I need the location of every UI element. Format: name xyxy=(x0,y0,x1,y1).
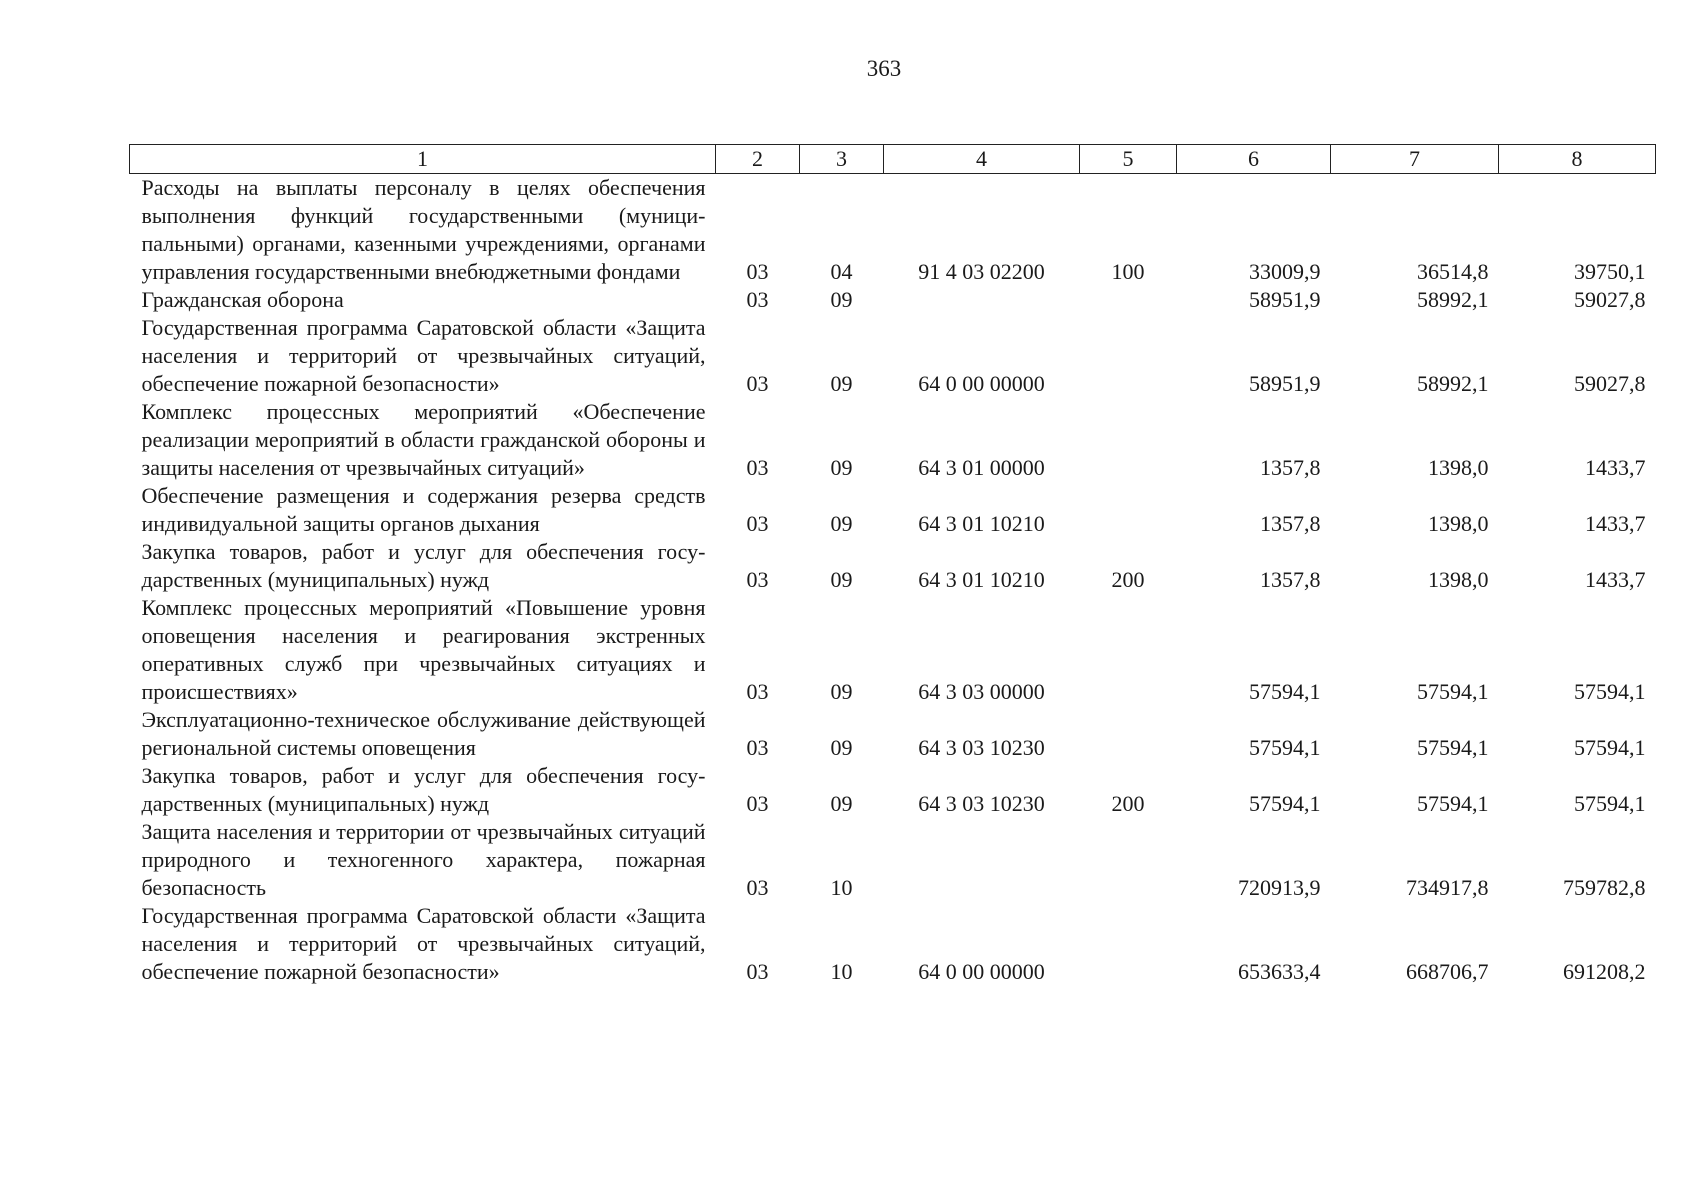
row-subsection: 09 xyxy=(830,287,853,312)
row-section: 03 xyxy=(746,959,769,984)
row-expense-type xyxy=(1080,398,1177,482)
row-expense-type xyxy=(1080,286,1177,314)
row-amount-col8: 1433,7 xyxy=(1585,511,1646,536)
row-amount-col8: 57594,1 xyxy=(1574,679,1646,704)
table-row xyxy=(130,594,1656,706)
row-subsection: 10 xyxy=(830,959,853,984)
row-name: Закупка товаров, работ и услуг для обеспечения государственных (муниципальных) нужд xyxy=(141,539,706,592)
column-header-4: 4 xyxy=(884,145,1080,174)
table-row xyxy=(130,538,1656,594)
row-expense-type xyxy=(1080,902,1177,986)
column-header-7: 7 xyxy=(1331,145,1499,174)
row-amount-col7: 36514,8 xyxy=(1417,259,1489,284)
row-name: Комплекс процессных мероприятий «Обеспечение реализации мероприятий в области гражданской обороны и защиты населения от чрезвычайных ситуаций» xyxy=(141,399,706,480)
row-expense-type: 200 xyxy=(1111,567,1145,592)
table-row xyxy=(130,762,1656,818)
table-header xyxy=(130,145,1656,174)
column-header-1: 1 xyxy=(130,145,716,174)
row-amount-col8: 1433,7 xyxy=(1585,455,1646,480)
row-target-article xyxy=(884,286,1080,314)
row-expense-type xyxy=(1080,818,1177,902)
row-expense-type xyxy=(1080,594,1177,706)
row-amount-col6: 1357,8 xyxy=(1260,511,1321,536)
row-amount-col7: 58992,1 xyxy=(1417,287,1489,312)
column-header-2: 2 xyxy=(716,145,800,174)
row-section: 03 xyxy=(746,511,769,536)
row-amount-col6: 57594,1 xyxy=(1249,679,1321,704)
row-amount-col6: 1357,8 xyxy=(1260,455,1321,480)
row-amount-col7: 1398,0 xyxy=(1428,511,1489,536)
row-amount-col8: 1433,7 xyxy=(1585,567,1646,592)
row-amount-col7: 1398,0 xyxy=(1428,455,1489,480)
row-expense-type: 100 xyxy=(1111,259,1145,284)
row-amount-col7: 58992,1 xyxy=(1417,371,1489,396)
row-subsection: 10 xyxy=(830,875,853,900)
row-target-article: 64 3 03 10230 xyxy=(918,735,1045,760)
row-amount-col7: 668706,7 xyxy=(1406,959,1489,984)
row-expense-type xyxy=(1080,314,1177,398)
row-name: Эксплуатационно-техническое обслуживание действующей региональной системы оповещения xyxy=(141,707,706,760)
row-expense-type xyxy=(1080,482,1177,538)
row-name: Государственная программа Саратовской области «Защита населения и территорий от чрезвычайных ситуаций, обеспечение пожарной безопасности» xyxy=(141,315,706,396)
page-number: 363 xyxy=(866,56,902,81)
row-amount-col8: 57594,1 xyxy=(1574,735,1646,760)
row-section: 03 xyxy=(746,791,769,816)
row-name: Закупка товаров, работ и услуг для обеспечения государственных (муниципальных) нужд xyxy=(141,763,706,816)
row-section: 03 xyxy=(746,259,769,284)
row-amount-col6: 57594,1 xyxy=(1249,791,1321,816)
row-subsection: 09 xyxy=(830,735,853,760)
column-header-6: 6 xyxy=(1177,145,1331,174)
row-name: Защита населения и территории от чрезвычайных ситуаций природного и техногенного характера, пожарная безопасность xyxy=(141,819,706,900)
row-subsection: 09 xyxy=(830,455,853,480)
row-target-article: 91 4 03 02200 xyxy=(918,259,1045,284)
row-amount-col7: 57594,1 xyxy=(1417,735,1489,760)
table-row xyxy=(130,286,1656,314)
row-amount-col8: 691208,2 xyxy=(1563,959,1646,984)
row-expense-type: 200 xyxy=(1111,791,1145,816)
row-target-article: 64 0 00 00000 xyxy=(918,959,1045,984)
table-row xyxy=(130,398,1656,482)
row-section: 03 xyxy=(746,679,769,704)
table-body xyxy=(130,174,1656,987)
column-header-8: 8 xyxy=(1499,145,1656,174)
table-row xyxy=(130,482,1656,538)
row-amount-col7: 57594,1 xyxy=(1417,791,1489,816)
row-target-article: 64 0 00 00000 xyxy=(918,371,1045,396)
row-section: 03 xyxy=(746,287,769,312)
table-row xyxy=(130,902,1656,986)
row-amount-col6: 57594,1 xyxy=(1249,735,1321,760)
row-subsection: 09 xyxy=(830,567,853,592)
header-row xyxy=(130,145,1656,174)
row-name: Расходы на выплаты персоналу в целях обеспечения выполнения функций государственными (муниципальными) органами, казенными учреждениями, органами управления государственными внебюджетными фондами xyxy=(141,175,706,284)
row-section: 03 xyxy=(746,371,769,396)
table-row xyxy=(130,174,1656,287)
row-amount-col7: 1398,0 xyxy=(1428,567,1489,592)
row-amount-col7: 57594,1 xyxy=(1417,679,1489,704)
row-amount-col6: 33009,9 xyxy=(1249,259,1321,284)
row-amount-col8: 57594,1 xyxy=(1574,791,1646,816)
row-target-article: 64 3 03 00000 xyxy=(918,679,1045,704)
row-amount-col7: 734917,8 xyxy=(1406,875,1489,900)
row-section: 03 xyxy=(746,567,769,592)
row-amount-col6: 1357,8 xyxy=(1260,567,1321,592)
row-amount-col6: 653633,4 xyxy=(1238,959,1321,984)
column-header-3: 3 xyxy=(800,145,884,174)
row-target-article: 64 3 01 00000 xyxy=(918,455,1045,480)
row-name: Комплекс процессных мероприятий «Повышение уровня оповещения населения и реагирования экстренных оперативных служб при чрезвычайных ситуациях и происшествиях» xyxy=(141,595,706,704)
row-amount-col6: 720913,9 xyxy=(1238,875,1321,900)
table-row xyxy=(130,706,1656,762)
row-target-article xyxy=(884,818,1080,902)
row-expense-type xyxy=(1080,706,1177,762)
row-subsection: 04 xyxy=(830,259,853,284)
table-row xyxy=(130,818,1656,902)
row-subsection: 09 xyxy=(830,511,853,536)
row-amount-col8: 39750,1 xyxy=(1574,259,1646,284)
row-target-article: 64 3 03 10230 xyxy=(918,791,1045,816)
row-section: 03 xyxy=(746,875,769,900)
column-header-5: 5 xyxy=(1080,145,1177,174)
table-row xyxy=(130,314,1656,398)
row-amount-col8: 59027,8 xyxy=(1574,287,1646,312)
budget-table xyxy=(129,144,1656,986)
row-subsection: 09 xyxy=(830,679,853,704)
row-subsection: 09 xyxy=(830,791,853,816)
row-name: Гражданская оборона xyxy=(141,287,344,312)
row-section: 03 xyxy=(746,455,769,480)
row-subsection: 09 xyxy=(830,371,853,396)
row-amount-col6: 58951,9 xyxy=(1249,371,1321,396)
row-target-article: 64 3 01 10210 xyxy=(918,511,1045,536)
row-target-article: 64 3 01 10210 xyxy=(918,567,1045,592)
row-name: Государственная программа Саратовской области «Защита населения и территорий от чрезвычайных ситуаций, обеспечение пожарной безопасности» xyxy=(141,903,706,984)
row-amount-col6: 58951,9 xyxy=(1249,287,1321,312)
row-amount-col8: 759782,8 xyxy=(1563,875,1646,900)
row-amount-col8: 59027,8 xyxy=(1574,371,1646,396)
row-section: 03 xyxy=(746,735,769,760)
row-name: Обеспечение размещения и содержания резерва средств индивидуальной защиты органов дыхания xyxy=(141,483,706,536)
